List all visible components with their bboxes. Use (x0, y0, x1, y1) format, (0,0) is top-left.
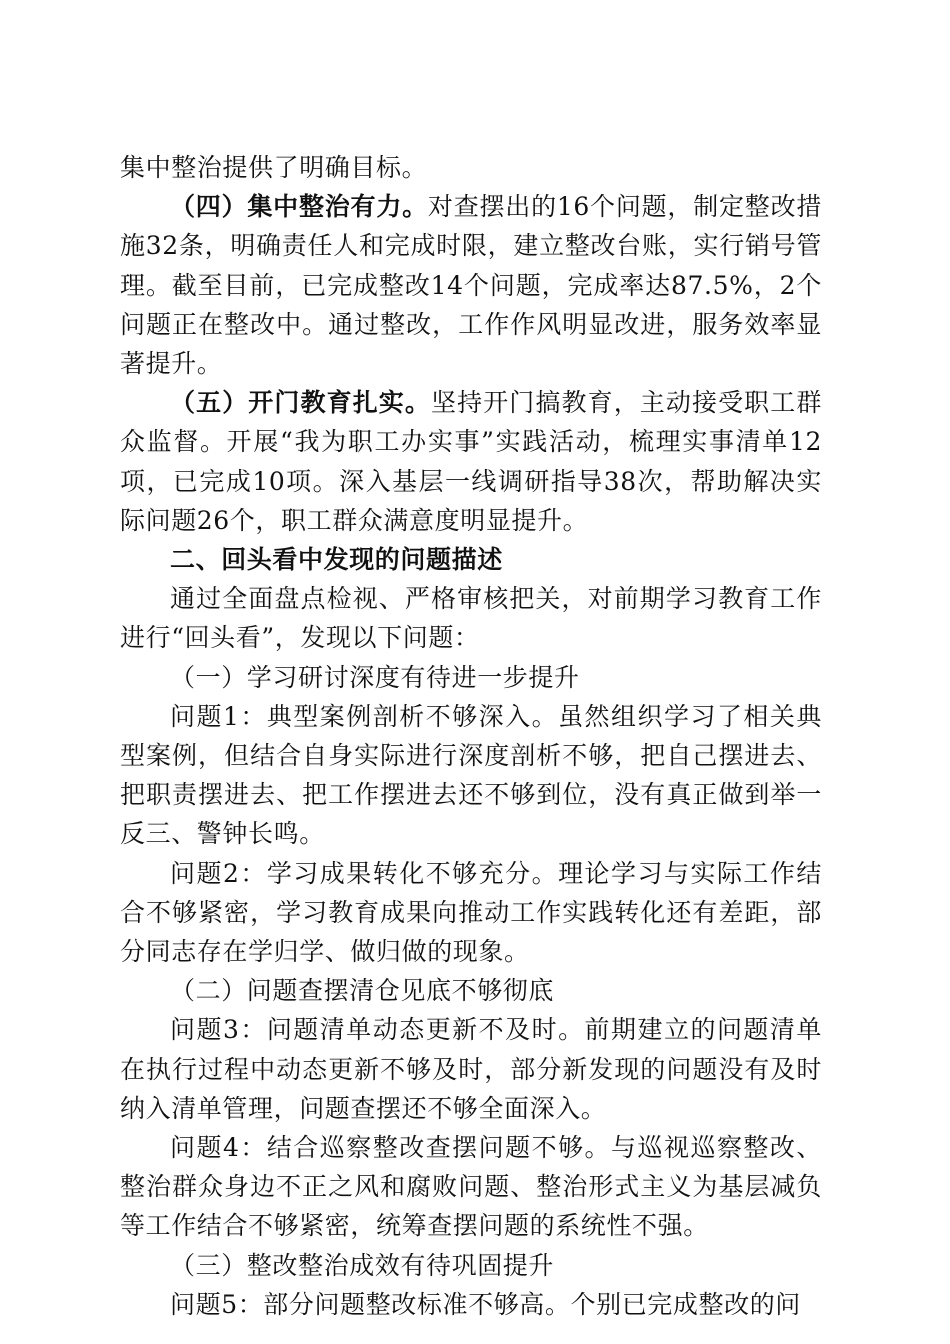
problem-item-1: 问题1：典型案例剖析不够深入。虽然组织学习了相关典型案例，但结合自身实际进行深度剖析不够，把自己摆进去、把职责摆进去、把工作摆进去还不够到位，没有真正做到举一反三、警钟长鸣。 (120, 701, 822, 849)
problem-item-4: 问题4：结合巡察整改查摆问题不够。与巡视巡察整改、整治群众身边不正之风和腐败问题、整治形式主义为基层减负等工作结合不够紧密，统筹查摆问题的系统性不强。 (120, 1133, 822, 1241)
problem-item-5: 问题5：部分问题整改标准不够高。个别已完成整改的问 (170, 1289, 801, 1319)
paragraph-continuation: 集中整治提供了明确目标。 (120, 153, 428, 182)
paragraph-lead-title: （四）集中整治有力。 (170, 192, 428, 222)
document-page (120, 148, 822, 1324)
subsection-heading-three: （三）整改整治成效有待巩固提升 (170, 1250, 555, 1280)
subsection-heading-two: （二）问题查摆清仓见底不够彻底 (170, 976, 555, 1006)
paragraph-section-five (120, 383, 822, 540)
problem-item-3: 问题3：问题清单动态更新不及时。前期建立的问题清单在执行过程中动态更新不够及时，部分新发现的问题没有及时纳入清单管理，问题查摆还不够全面深入。 (120, 1015, 822, 1123)
problem-item-2: 问题2：学习成果转化不够充分。理论学习与实际工作结合不够紧密，学习教育成果向推动工作实践转化还有差距，部分同志存在学归学、做归做的现象。 (120, 858, 822, 967)
subsection-heading-one: （一）学习研讨深度有待进一步提升 (170, 662, 580, 692)
paragraph-section-four (120, 187, 822, 383)
paragraph-lead-title: （五）开门教育扎实。 (170, 388, 431, 418)
paragraph-intro: 通过全面盘点检视、严格审核把关，对前期学习教育工作进行“回头看”，发现以下问题： (120, 584, 822, 653)
paragraph-body: 坚持开门搞教育，主动接受职工群众监督。开展“我为职工办实事”实践活动，梳理实事清单12项，已完成10项。深入基层一线调研指导38次，帮助解决实际问题26个，职工群众满意度明显提升。 (120, 388, 822, 535)
section-heading: 二、回头看中发现的问题描述 (170, 545, 503, 575)
paragraph-body: 对查摆出的16个问题，制定整改措施32条，明确责任人和完成时限，建立整改台账，实行销号管理。截至目前，已完成整改14个问题，完成率达87.5%，2个问题正在整改中。通过整改，工作作风明显改进，服务效率显著提升。 (120, 192, 822, 379)
